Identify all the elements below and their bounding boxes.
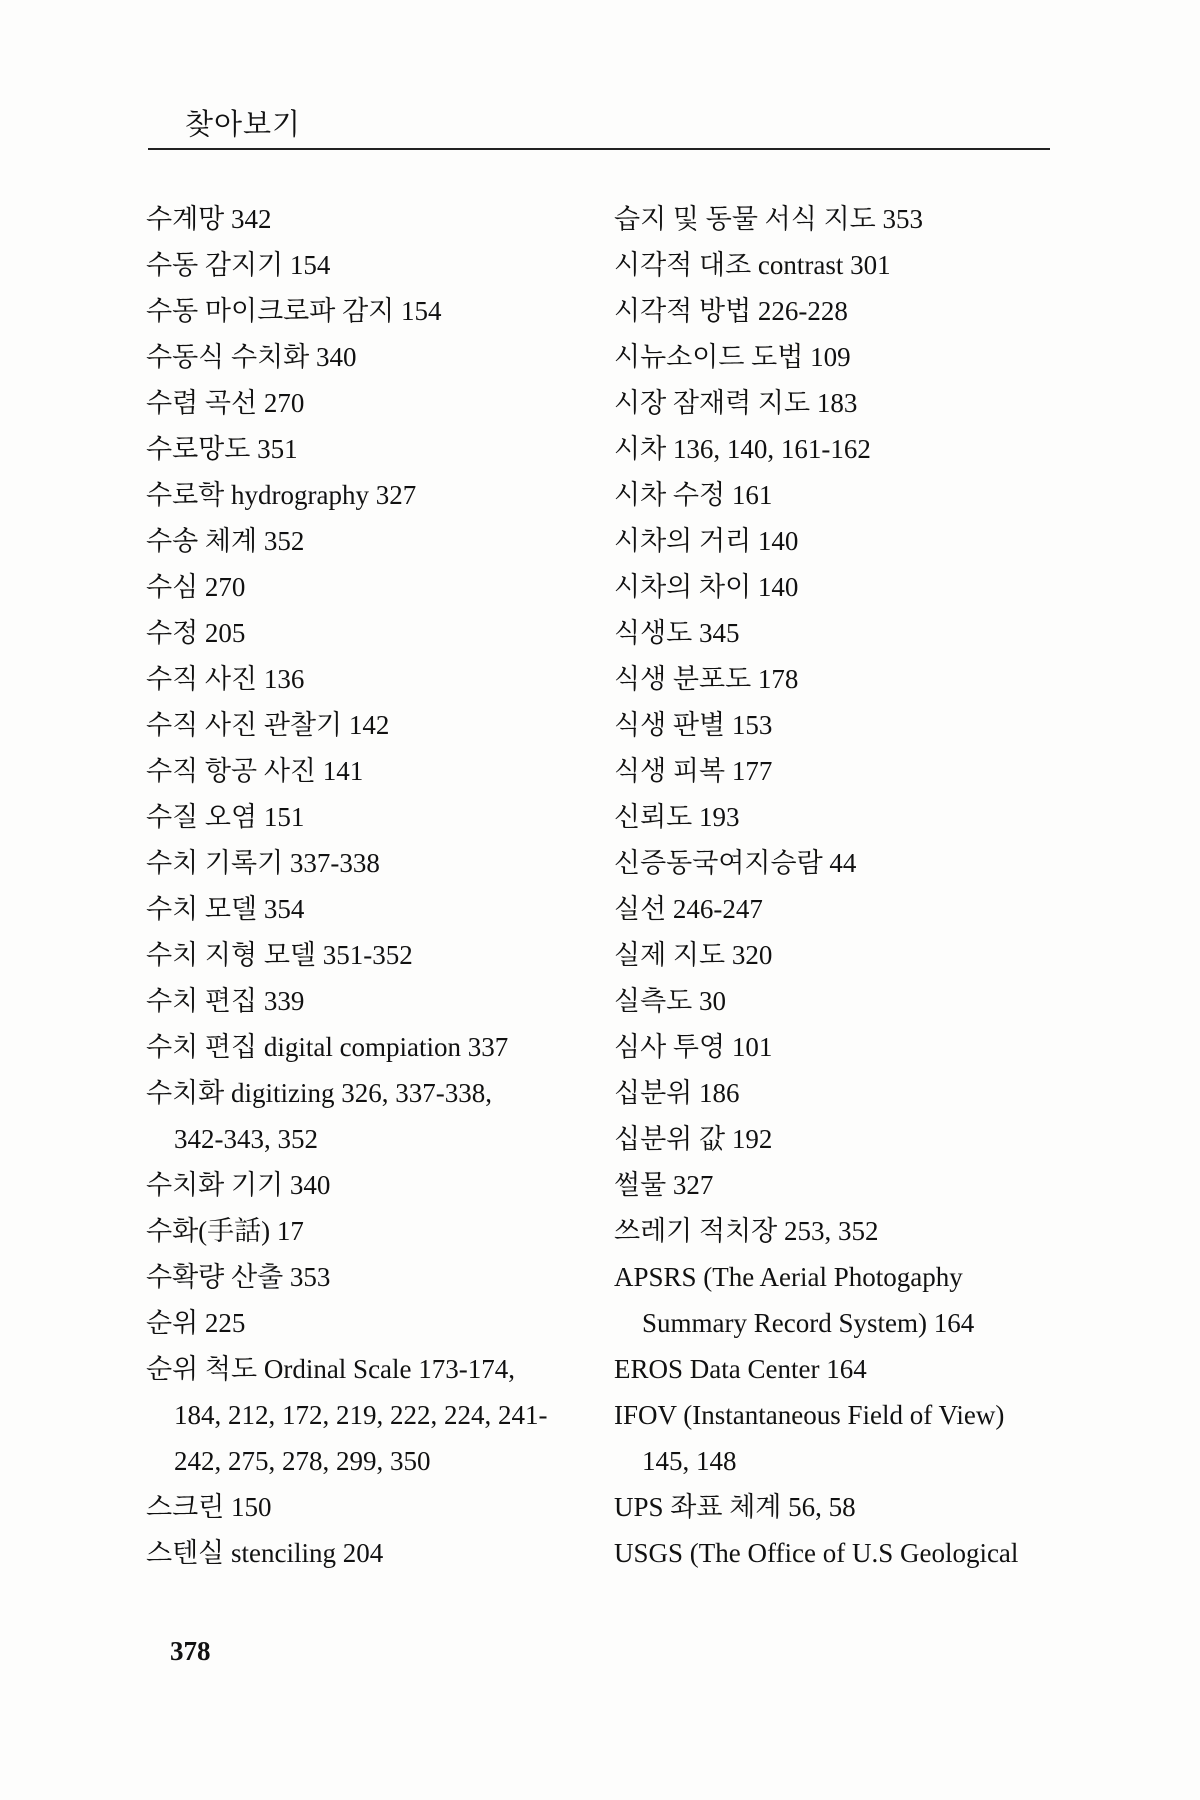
index-entry: 실측도 30	[614, 986, 726, 1016]
index-entry: 순위 척도 Ordinal Scale 173-174,	[146, 1354, 516, 1384]
index-entry: 수치 기록기 337-338	[146, 848, 380, 878]
index-entry: 수동식 수치화 340	[146, 342, 357, 372]
index-entry: 수심 270	[146, 572, 246, 602]
index-entry: 시각적 방법 226-228	[614, 296, 848, 326]
index-entry: USGS (The Office of U.S Geological	[614, 1538, 1019, 1568]
index-entry: 습지 및 동물 서식 지도 353	[614, 204, 923, 234]
index-entry-continuation: 242, 275, 278, 299, 350	[174, 1446, 431, 1476]
index-entry-continuation: 145, 148	[642, 1446, 737, 1476]
index-entry: 수동 마이크로파 감지 154	[146, 296, 442, 326]
index-entry: 수동 감지기 154	[146, 250, 331, 280]
index-entry: 수치화 기기 340	[146, 1170, 331, 1200]
index-entry: 수확량 산출 353	[146, 1262, 331, 1292]
index-entry: 수직 항공 사진 141	[146, 756, 364, 786]
index-entry: 수치 편집 339	[146, 986, 305, 1016]
index-entry: 실제 지도 320	[614, 940, 773, 970]
index-column-left	[146, 196, 576, 1576]
index-entry: 시차 수정 161	[614, 480, 773, 510]
index-entry: 수치 모델 354	[146, 894, 305, 924]
header-rule	[148, 148, 1050, 150]
index-entry: 시차의 차이 140	[614, 572, 799, 602]
index-entry: EROS Data Center 164	[614, 1354, 867, 1384]
index-entry: 시차 136, 140, 161-162	[614, 434, 871, 464]
index-entry: 시각적 대조 contrast 301	[614, 250, 891, 280]
index-entry: 수로학 hydrography 327	[146, 480, 417, 510]
index-entry: 순위 225	[146, 1308, 246, 1338]
index-entry: 수로망도 351	[146, 434, 298, 464]
index-entry: 식생 판별 153	[614, 710, 773, 740]
index-entry: 실선 246-247	[614, 894, 763, 924]
index-entry: 식생도 345	[614, 618, 740, 648]
index-entry-continuation: 342-343, 352	[174, 1124, 318, 1154]
index-entry: 수질 오염 151	[146, 802, 305, 832]
index-entry: 식생 피복 177	[614, 756, 773, 786]
index-entry: 수치화 digitizing 326, 337-338,	[146, 1078, 492, 1108]
index-entry: 신뢰도 193	[614, 802, 740, 832]
index-entry: 스텐실 stenciling 204	[146, 1538, 384, 1568]
index-entry: 십분위 값 192	[614, 1124, 773, 1154]
index-entry: 심사 투영 101	[614, 1032, 773, 1062]
index-entry: 수화(手話) 17	[146, 1216, 304, 1246]
index-entry: 수계망 342	[146, 204, 272, 234]
index-entry: APSRS (The Aerial Photogaphy	[614, 1262, 963, 1292]
index-entry: 수정 205	[146, 618, 246, 648]
index-entry: IFOV (Instantaneous Field of View)	[614, 1400, 1005, 1430]
index-entry: 쓰레기 적치장 253, 352	[614, 1216, 879, 1246]
index-entry: UPS 좌표 체계 56, 58	[614, 1492, 856, 1522]
running-header: 찾아보기	[185, 107, 302, 141]
index-entry-continuation: 184, 212, 172, 219, 222, 224, 241-	[174, 1400, 548, 1430]
index-entry: 스크린 150	[146, 1492, 272, 1522]
index-entry: 수직 사진 136	[146, 664, 305, 694]
index-entry: 수치 편집 digital compiation 337	[146, 1032, 509, 1062]
index-entry: 시뉴소이드 도법 109	[614, 342, 851, 372]
index-entry-continuation: Summary Record System) 164	[642, 1308, 975, 1338]
index-entry: 식생 분포도 178	[614, 664, 799, 694]
index-column-right	[614, 196, 1064, 1576]
index-entry: 십분위 186	[614, 1078, 740, 1108]
index-entry: 수치 지형 모델 351-352	[146, 940, 413, 970]
index-entry: 수렴 곡선 270	[146, 388, 305, 418]
index-entry: 수직 사진 관찰기 142	[146, 710, 390, 740]
index-entry: 수송 체계 352	[146, 526, 305, 556]
index-entry: 썰물 327	[614, 1170, 714, 1200]
index-entry: 시장 잠재력 지도 183	[614, 388, 858, 418]
index-entry: 시차의 거리 140	[614, 526, 799, 556]
page-number: 378	[170, 1636, 211, 1666]
index-entry: 신증동국여지승람 44	[614, 848, 857, 878]
